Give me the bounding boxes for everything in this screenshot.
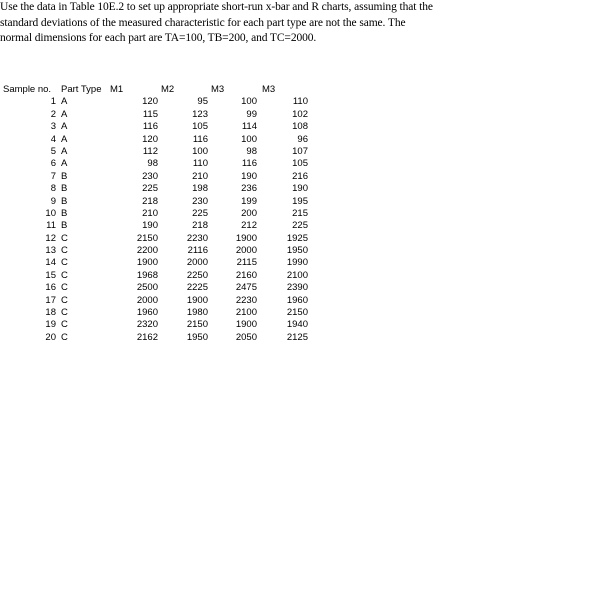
measurement-m1: 112 (142, 145, 158, 157)
problem-line: Use the data in Table 10E.2 to set up appropriate short-run x-bar and R charts, assuming that the (0, 1, 433, 13)
table-row (0, 146, 330, 158)
measurement-m2: 2250 (186, 269, 208, 281)
measurement-m1: 120 (142, 133, 158, 145)
measurement-m2: 95 (197, 96, 208, 108)
table-row (0, 332, 330, 344)
part-type: A (61, 108, 68, 120)
sample-number: 19 (45, 319, 56, 331)
measurement-m1: 1968 (136, 269, 158, 281)
sample-number: 4 (50, 133, 56, 145)
header-sample-no: Sample no. (3, 84, 52, 95)
sample-number: 2 (50, 108, 56, 120)
measurement-m3-second: 102 (292, 108, 308, 120)
table-row (0, 208, 330, 220)
measurement-m1: 218 (142, 195, 158, 207)
table-row (0, 183, 330, 195)
header-m1: M1 (110, 84, 124, 95)
measurement-m2: 123 (192, 108, 208, 120)
measurement-m1: 2200 (136, 245, 158, 257)
measurement-m3-second: 216 (292, 170, 308, 182)
part-type: B (61, 183, 68, 195)
measurement-m3-second: 2150 (286, 307, 308, 319)
measurement-m1: 225 (142, 183, 158, 195)
measurement-m3: 2230 (235, 294, 257, 306)
measurement-m3: 212 (241, 220, 257, 232)
sample-number: 9 (50, 195, 56, 207)
measurement-m1: 98 (147, 158, 158, 170)
measurement-m2: 198 (192, 183, 208, 195)
measurement-m1: 230 (142, 170, 158, 182)
measurement-m3-second: 110 (292, 96, 308, 108)
table-row (0, 295, 330, 307)
measurement-m3-second: 2390 (286, 282, 308, 294)
part-type: A (61, 96, 68, 108)
table-body (0, 96, 330, 344)
table-header-row (0, 84, 330, 96)
measurement-m2: 2230 (186, 232, 208, 244)
measurement-m3: 1900 (235, 319, 257, 331)
measurement-m3: 1900 (235, 232, 257, 244)
measurement-m1: 1960 (136, 307, 158, 319)
table-row (0, 319, 330, 331)
table-row (0, 96, 330, 108)
sample-number: 7 (50, 170, 56, 182)
table-row (0, 109, 330, 121)
measurement-m3: 199 (241, 195, 257, 207)
table-row (0, 257, 330, 269)
measurement-m1: 116 (142, 121, 158, 133)
measurement-m3-second: 107 (292, 145, 308, 157)
part-type: C (61, 282, 68, 294)
measurement-m3: 100 (241, 133, 257, 145)
measurement-m3-second: 1940 (286, 319, 308, 331)
table-row (0, 158, 330, 170)
measurement-m3: 200 (241, 207, 257, 219)
measurement-m3: 2160 (235, 269, 257, 281)
sample-number: 16 (45, 282, 56, 294)
problem-statement (0, 0, 470, 47)
table-row (0, 233, 330, 245)
table-row (0, 307, 330, 319)
measurement-m3: 99 (246, 108, 257, 120)
sample-number: 18 (45, 307, 56, 319)
part-type: B (61, 220, 68, 232)
measurement-m3-second: 2125 (286, 331, 308, 343)
sample-number: 5 (50, 145, 56, 157)
measurement-m3-second: 1925 (286, 232, 308, 244)
sample-number: 10 (45, 207, 56, 219)
measurement-m3-second: 96 (297, 133, 308, 145)
part-type: C (61, 331, 68, 343)
measurement-m3-second: 225 (292, 220, 308, 232)
part-type: C (61, 319, 68, 331)
measurement-m3: 100 (241, 96, 257, 108)
measurement-m3: 98 (246, 145, 257, 157)
problem-line: normal dimensions for each part are TA=100, TB=200, and TC=2000. (0, 32, 317, 44)
measurement-m3-second: 108 (292, 121, 308, 133)
sample-number: 13 (45, 245, 56, 257)
part-type: A (61, 158, 68, 170)
data-table (0, 84, 330, 344)
measurement-m3: 190 (241, 170, 257, 182)
part-type: A (61, 145, 68, 157)
measurement-m3: 116 (241, 158, 257, 170)
measurement-m2: 225 (192, 207, 208, 219)
header-m3: M3 (211, 84, 225, 95)
sample-number: 1 (50, 96, 56, 108)
measurement-m3-second: 215 (292, 207, 308, 219)
measurement-m1: 210 (142, 207, 158, 219)
part-type: B (61, 170, 68, 182)
table-row (0, 270, 330, 282)
measurement-m2: 2225 (186, 282, 208, 294)
measurement-m1: 2500 (136, 282, 158, 294)
part-type: B (61, 207, 68, 219)
measurement-m3: 2050 (235, 331, 257, 343)
measurement-m1: 2162 (136, 331, 158, 343)
measurement-m1: 115 (142, 108, 158, 120)
measurement-m1: 1900 (136, 257, 158, 269)
measurement-m1: 2320 (136, 319, 158, 331)
measurement-m3: 236 (241, 183, 257, 195)
sample-number: 6 (50, 158, 56, 170)
table-row (0, 220, 330, 232)
measurement-m2: 210 (192, 170, 208, 182)
measurement-m2: 1980 (186, 307, 208, 319)
problem-line: standard deviations of the measured characteristic for each part type are not the same. The (0, 16, 406, 29)
part-type: C (61, 257, 68, 269)
table-row (0, 121, 330, 133)
measurement-m1: 120 (142, 96, 158, 108)
part-type: B (61, 195, 68, 207)
sample-number: 17 (45, 294, 56, 306)
table-row (0, 196, 330, 208)
table-row (0, 134, 330, 146)
measurement-m2: 110 (192, 158, 208, 170)
sample-number: 15 (45, 269, 56, 281)
table-row (0, 245, 330, 257)
measurement-m2: 1950 (186, 331, 208, 343)
part-type: C (61, 269, 68, 281)
sample-number: 11 (46, 220, 56, 232)
measurement-m3: 114 (241, 121, 257, 133)
measurement-m3: 2000 (235, 245, 257, 257)
measurement-m3-second: 105 (292, 158, 308, 170)
measurement-m3: 2475 (235, 282, 257, 294)
measurement-m1: 190 (142, 220, 158, 232)
sample-number: 12 (45, 232, 56, 244)
part-type: A (61, 133, 68, 145)
sample-number: 20 (45, 331, 56, 343)
part-type: A (61, 121, 68, 133)
measurement-m2: 218 (192, 220, 208, 232)
table-row (0, 171, 330, 183)
measurement-m1: 2000 (136, 294, 158, 306)
part-type: C (61, 232, 68, 244)
measurement-m3-second: 190 (292, 183, 308, 195)
measurement-m2: 105 (192, 121, 208, 133)
measurement-m3: 2100 (235, 307, 257, 319)
measurement-m2: 2116 (187, 245, 208, 257)
header-m2: M2 (161, 84, 175, 95)
measurement-m3-second: 195 (292, 195, 308, 207)
sample-number: 14 (45, 257, 56, 269)
measurement-m3-second: 1990 (286, 257, 308, 269)
part-type: C (61, 307, 68, 319)
header-m3-second: M3 (262, 84, 276, 95)
sample-number: 3 (50, 121, 56, 133)
measurement-m3-second: 1950 (286, 245, 308, 257)
measurement-m3-second: 2100 (286, 269, 308, 281)
measurement-m1: 2150 (136, 232, 158, 244)
table-row (0, 282, 330, 294)
part-type: C (61, 245, 68, 257)
part-type: C (61, 294, 68, 306)
measurement-m2: 100 (192, 145, 208, 157)
measurement-m2: 2000 (186, 257, 208, 269)
measurement-m2: 230 (192, 195, 208, 207)
measurement-m3: 2115 (236, 257, 257, 269)
measurement-m2: 116 (192, 133, 208, 145)
header-part-type: Part Type (61, 84, 102, 95)
sample-number: 8 (50, 183, 56, 195)
measurement-m2: 2150 (186, 319, 208, 331)
measurement-m3-second: 1960 (286, 294, 308, 306)
measurement-m2: 1900 (186, 294, 208, 306)
